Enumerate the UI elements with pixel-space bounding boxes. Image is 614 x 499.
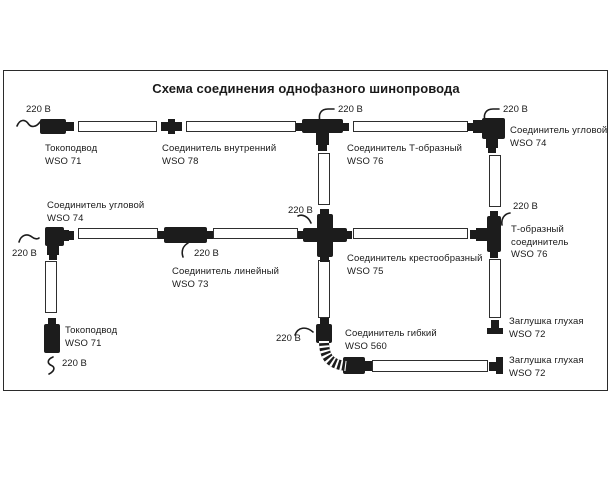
track-segment [186,121,296,132]
shape-part [69,231,74,240]
wire-hook-icon [317,107,335,122]
component-name: Заглушка глухая [509,316,584,327]
component-name: Т-образный соединитель [511,224,569,248]
shape-part [161,122,182,131]
track-segment [318,153,330,205]
shape-part [365,361,372,371]
component-model: WSO 78 [162,155,199,167]
component-label [65,325,117,350]
voltage-label: 220 В [338,104,363,115]
component-model: WSO 560 [345,340,387,352]
component-name: Соединитель внутренний [162,143,277,154]
track-segment [78,121,157,132]
shape-part [207,231,213,239]
track-segment [318,260,330,318]
component-label [345,328,437,353]
component-label [510,125,607,150]
shape-part [486,139,498,148]
shape-part [66,122,74,131]
voltage-label: 220 В [62,358,87,369]
component-label [347,143,462,168]
component-model: WSO 72 [509,328,546,340]
track-segment [489,259,501,318]
component-model: WSO 71 [65,337,102,349]
shape-part [44,324,60,353]
track-segment [213,228,298,239]
wire-squiggle-icon [44,356,58,375]
component-label [47,200,144,225]
component-model: WSO 73 [172,278,209,290]
wire-hook-icon [482,107,500,122]
component-name: Токоподвод [45,143,98,154]
shape-part [487,216,501,252]
shape-part [489,362,496,371]
component-name: Соединитель угловой [510,125,608,136]
shape-part [343,123,349,131]
shape-part [470,230,476,239]
component-label [511,224,577,262]
component-name: Соединитель Т-образный [347,143,463,154]
component-label [172,266,279,291]
component-name: Соединитель угловой [47,200,145,211]
shape-part [45,227,64,246]
shape-part [488,148,496,153]
voltage-label: 220 В [26,104,51,115]
shape-part [491,320,499,328]
shape-part [347,231,352,239]
component-model: WSO 76 [347,155,384,167]
component-label [347,253,483,278]
component-model: WSO 71 [45,155,82,167]
shape-part [164,227,207,243]
track-segment [353,228,468,239]
shape-part [49,255,57,260]
shape-part [316,133,329,145]
component-name: Токоподвод [65,325,118,336]
component-name: Соединитель линейный [172,266,280,277]
component-label [162,143,276,168]
shape-part [320,257,329,262]
component-model: WSO 74 [510,137,547,149]
voltage-label: 220 В [513,201,538,212]
component-name: Соединитель гибкий [345,328,437,339]
shape-part [490,252,498,258]
component-model: WSO 74 [47,212,84,224]
shape-part [318,145,327,151]
diagram-title: Схема соединения однофазного шинопровода [152,81,460,96]
component-name: Заглушка глухая [509,355,584,366]
component-model: WSO 76 [511,249,548,260]
voltage-label: 220 В [276,333,301,344]
shape-part [317,214,333,257]
shape-part [496,357,503,374]
component-name: Соединитель крестообразный [347,253,483,264]
voltage-label: 220 В [194,248,219,259]
component-model: WSO 72 [509,367,546,379]
shape-part [298,231,303,239]
track-segment [489,155,501,207]
shape-part [320,209,329,214]
track-segment [372,360,488,372]
shape-part [47,246,59,255]
shape-part [487,328,503,334]
component-label [509,316,584,341]
track-segment [353,121,468,132]
voltage-label: 220 В [12,248,37,259]
wire-squiggle-icon [16,117,41,131]
track-segment [78,228,158,239]
component-label [45,143,97,168]
shape-part [40,119,66,134]
wire-hook-icon [18,232,40,244]
component-model: WSO 75 [347,265,384,277]
track-segment [45,261,57,313]
shape-part [476,228,488,241]
component-label [509,355,584,380]
voltage-label: 220 В [503,104,528,115]
voltage-label: 220 В [288,205,313,216]
wire-hook-icon [180,242,190,258]
